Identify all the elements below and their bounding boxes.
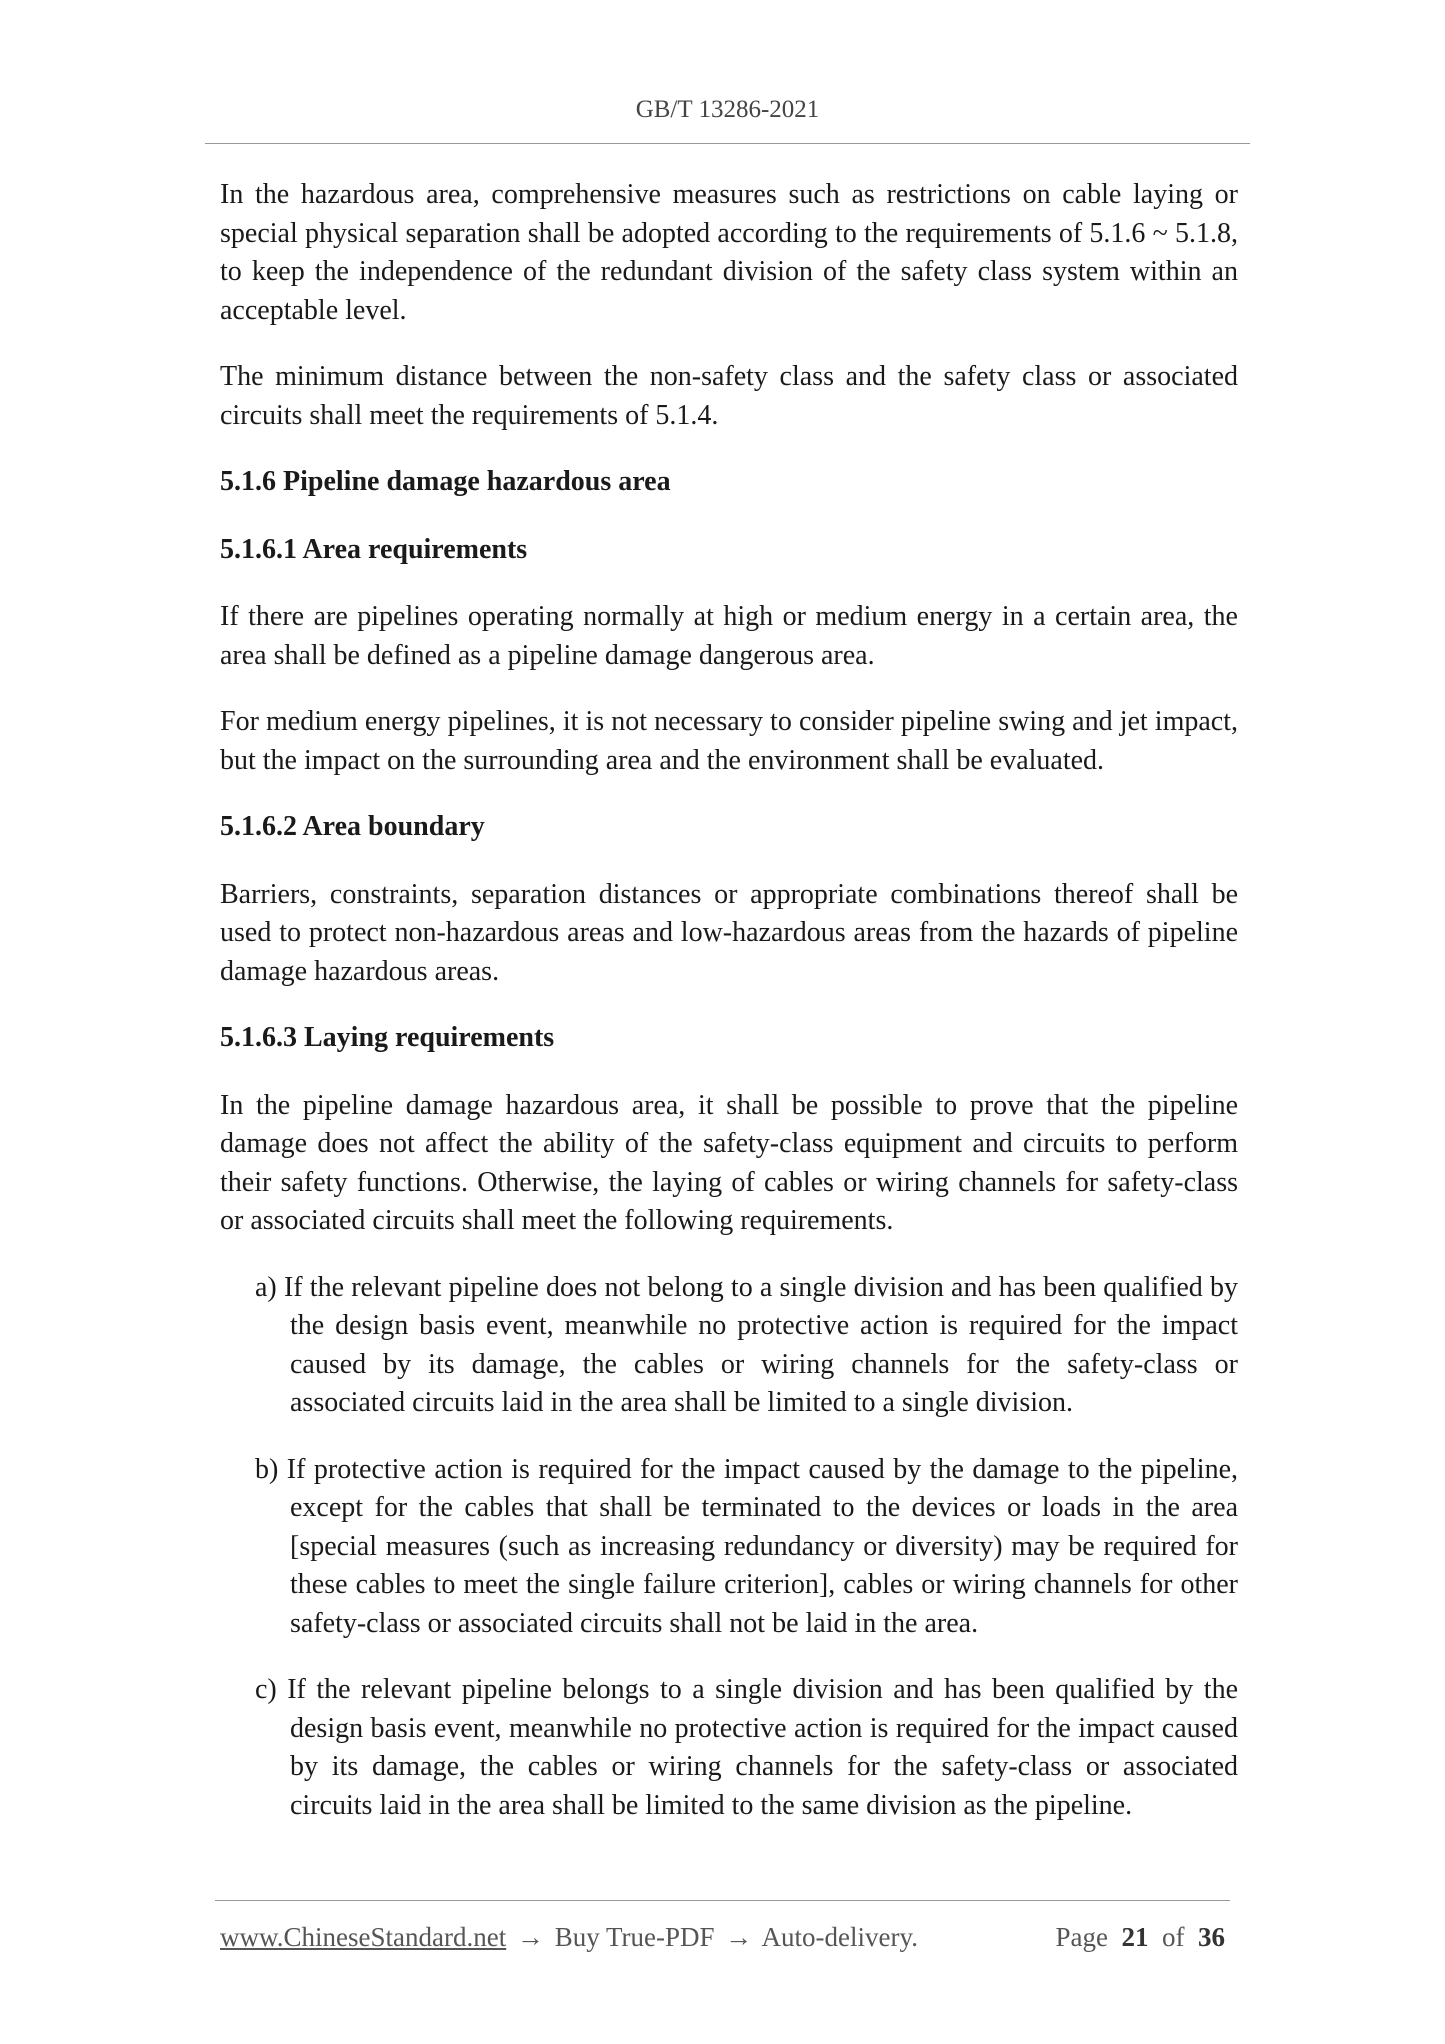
- page-number: 21: [1121, 1922, 1149, 1952]
- requirements-list: [220, 1269, 1238, 1826]
- section-heading-5-1-6-2: 5.1.6.2 Area boundary: [220, 811, 485, 842]
- header-divider: [205, 143, 1250, 144]
- paragraph-medium-energy: For medium energy pipelines, it is not necessary to consider pipeline swing and jet impact, but the impact on the surrounding area and the environment shall be evaluated.: [220, 706, 1238, 776]
- paragraph-laying-requirements: In the pipeline damage hazardous area, it shall be possible to prove that the pipeline damage does not affect the ability of the safety-class equipment and circuits to perform their safety functions. Otherwise, the laying of cables or wiring channels for safety-class or associated circuits shall meet the following requirements.: [220, 1089, 1238, 1236]
- list-item: b) If protective action is required for the impact caused by the damage to the pipeline, except for the cables that shall be terminated to the devices or loads in the area [special measures (such as increasing redundancy or diversity) may be required for these cables to meet the single failure criterion], cables or wiring channels for other safety-class or associated circuits shall not be laid in the area.: [255, 1453, 1238, 1639]
- page-content: [220, 176, 1238, 1853]
- paragraph-minimum-distance: The minimum distance between the non-safety class and the safety class or associated circuits shall meet the requirements of 5.1.4.: [220, 361, 1238, 431]
- section-heading-5-1-6-3: 5.1.6.3 Laying requirements: [220, 1022, 555, 1053]
- page-label: Page: [1055, 1922, 1108, 1952]
- page-total: 36: [1198, 1922, 1225, 1952]
- auto-delivery-text: Auto-delivery.: [761, 1922, 918, 1952]
- paragraph-area-definition: If there are pipelines operating normally at high or medium energy in a certain area, the area shall be defined as a pipeline damage dangerous area.: [220, 601, 1238, 671]
- paragraph-hazardous-measures: In the hazardous area, comprehensive measures such as restrictions on cable laying or special physical separation shall be adopted according to the requirements of 5.1.6 ~ 5.1.8, to keep the independence of the redundant division of the safety class system within an acceptable level.: [220, 179, 1238, 326]
- list-item: a) If the relevant pipeline does not belong to a single division and has been qualified by the design basis event, meanwhile no protective action is required for the impact caused by its damage, the cables or wiring channels for the safety-class or associated circuits laid in the area shall be limited to a single division.: [255, 1271, 1238, 1418]
- arrow-right-icon: →: [725, 1922, 753, 1952]
- section-heading-5-1-6: 5.1.6 Pipeline damage hazardous area: [220, 466, 671, 497]
- paragraph-area-boundary: Barriers, constraints, separation distances or appropriate combinations thereof shall be used to protect non-hazardous areas and low-hazardous areas from the hazards of pipeline damage hazardous areas.: [220, 878, 1238, 987]
- section-heading-5-1-6-1: 5.1.6.1 Area requirements: [220, 533, 528, 565]
- footer-links: [220, 1922, 918, 1953]
- buy-pdf-text: Buy True-PDF: [554, 1922, 715, 1952]
- document-header: GB/T 13286-2021: [635, 96, 820, 123]
- page-indicator: [1056, 1922, 1225, 1953]
- website-link[interactable]: www.ChineseStandard.net: [220, 1922, 507, 1952]
- list-item: c) If the relevant pipeline belongs to a single division and has been qualified by the design basis event, meanwhile no protective action is required for the impact caused by its damage, the cables or wiring channels for the safety-class or associated circuits laid in the area shall be limited to the same division as the pipeline.: [255, 1674, 1238, 1821]
- arrow-right-icon: →: [516, 1922, 544, 1952]
- of-label: of: [1162, 1922, 1185, 1952]
- footer-divider: [215, 1900, 1230, 1901]
